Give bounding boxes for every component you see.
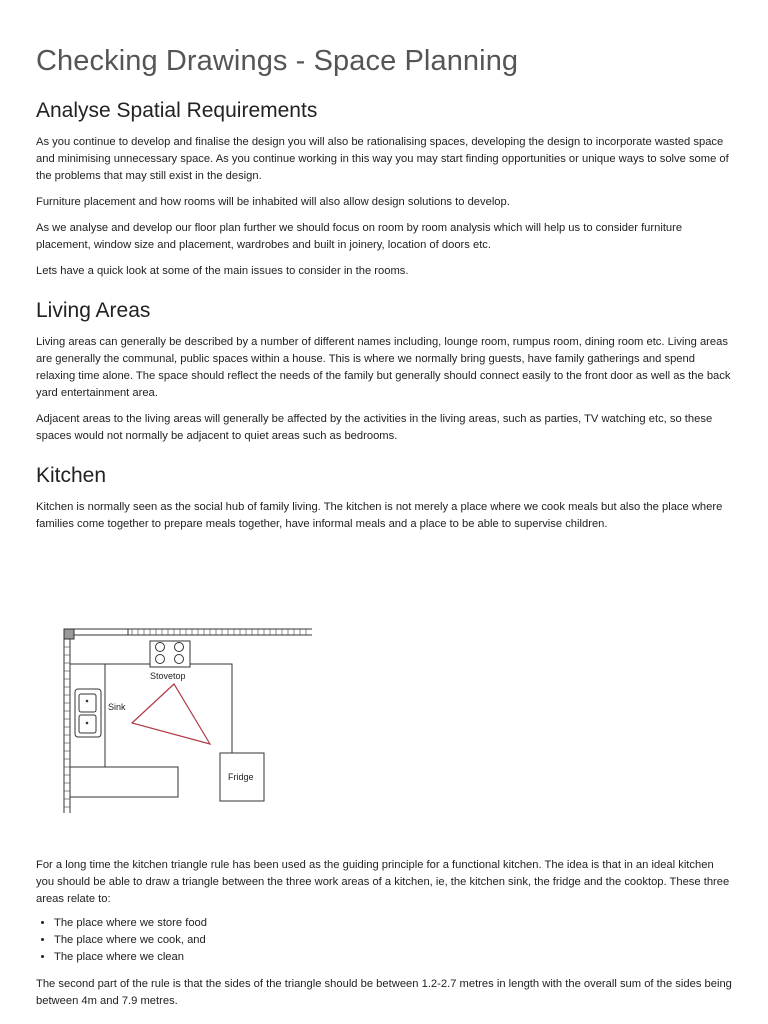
bench-lower-left bbox=[70, 767, 178, 797]
list-item: • The place where we cook, and bbox=[54, 932, 732, 949]
living-paragraph-2: Adjacent areas to the living areas will generally be affected by the activities in the living areas, such as parties, TV watching etc, so these spaces would not normally be adjacent to quiet areas such as bedrooms. bbox=[36, 413, 713, 442]
list-item: • The place where we store food bbox=[54, 915, 732, 932]
kitchen-plan-svg bbox=[62, 627, 312, 813]
sink-label: Sink bbox=[108, 702, 126, 712]
analyse-paragraph-1: As you continue to develop and finalise the design you will also be rationalising spaces, developing the design to incorporate wasted space and minimising unnecessary space. As you continue working in this way you may start finding opportunities or unique ways to solve some of the problems that may still exist in the design. bbox=[36, 136, 729, 182]
analyse-paragraph-3: As we analyse and develop our floor plan further we should focus on room by room analysis which will help us to consider furniture placement, window size and placement, wardrobes and built in joinery, location of doors etc. bbox=[36, 222, 683, 251]
kitchen-paragraph-2: For a long time the kitchen triangle rule has been used as the guiding principle for a functional kitchen. The idea is that in an ideal kitchen you should be able to draw a triangle between the three work areas of a kitchen, ie, the kitchen sink, the fridge and the cooktop. These three areas relate to: bbox=[36, 859, 730, 905]
kitchen-paragraph-1: Kitchen is normally seen as the social hub of family living. The kitchen is not merely a place where we cook meals but also the place where families come together to prepare meals together, have informal meals and a place to be able to supervise children. bbox=[36, 501, 723, 530]
work-triangle bbox=[132, 684, 210, 744]
section-heading-living: Living Areas bbox=[36, 299, 151, 322]
section-heading-analyse: Analyse Spatial Requirements bbox=[36, 99, 318, 122]
sink bbox=[75, 689, 101, 737]
analyse-paragraph-4: Lets have a quick look at some of the main issues to consider in the rooms. bbox=[36, 265, 409, 277]
page-title: Checking Drawings - Space Planning bbox=[36, 45, 519, 77]
work-areas-list bbox=[36, 915, 732, 966]
wall-left bbox=[64, 639, 70, 813]
kitchen-triangle-diagram bbox=[62, 627, 312, 813]
section-heading-kitchen: Kitchen bbox=[36, 464, 107, 487]
list-item: • The place where we clean bbox=[54, 949, 732, 966]
stovetop-label: Stovetop bbox=[150, 671, 186, 681]
living-paragraph-1: Living areas can generally be described by a number of different names including, lounge room, rumpus room, dining room etc. Living areas are generally the communal, public spaces within a house. This is where we normally bring guests, have family gatherings and spend relaxing time alone. The space should reflect the needs of the family but generally should connect easily to the front door as well as the back yard entertainment area. bbox=[36, 336, 731, 399]
stovetop bbox=[150, 641, 190, 667]
analyse-paragraph-2: Furniture placement and how rooms will be inhabited will also allow design solutions to develop. bbox=[36, 196, 510, 208]
wall-top bbox=[64, 629, 312, 639]
kitchen-paragraph-3: The second part of the rule is that the sides of the triangle should be between 1.2-2.7 metres in length with the overall sum of the sides being between 4m and 7.9 metres. bbox=[36, 978, 732, 1007]
fridge-label: Fridge bbox=[228, 772, 254, 782]
